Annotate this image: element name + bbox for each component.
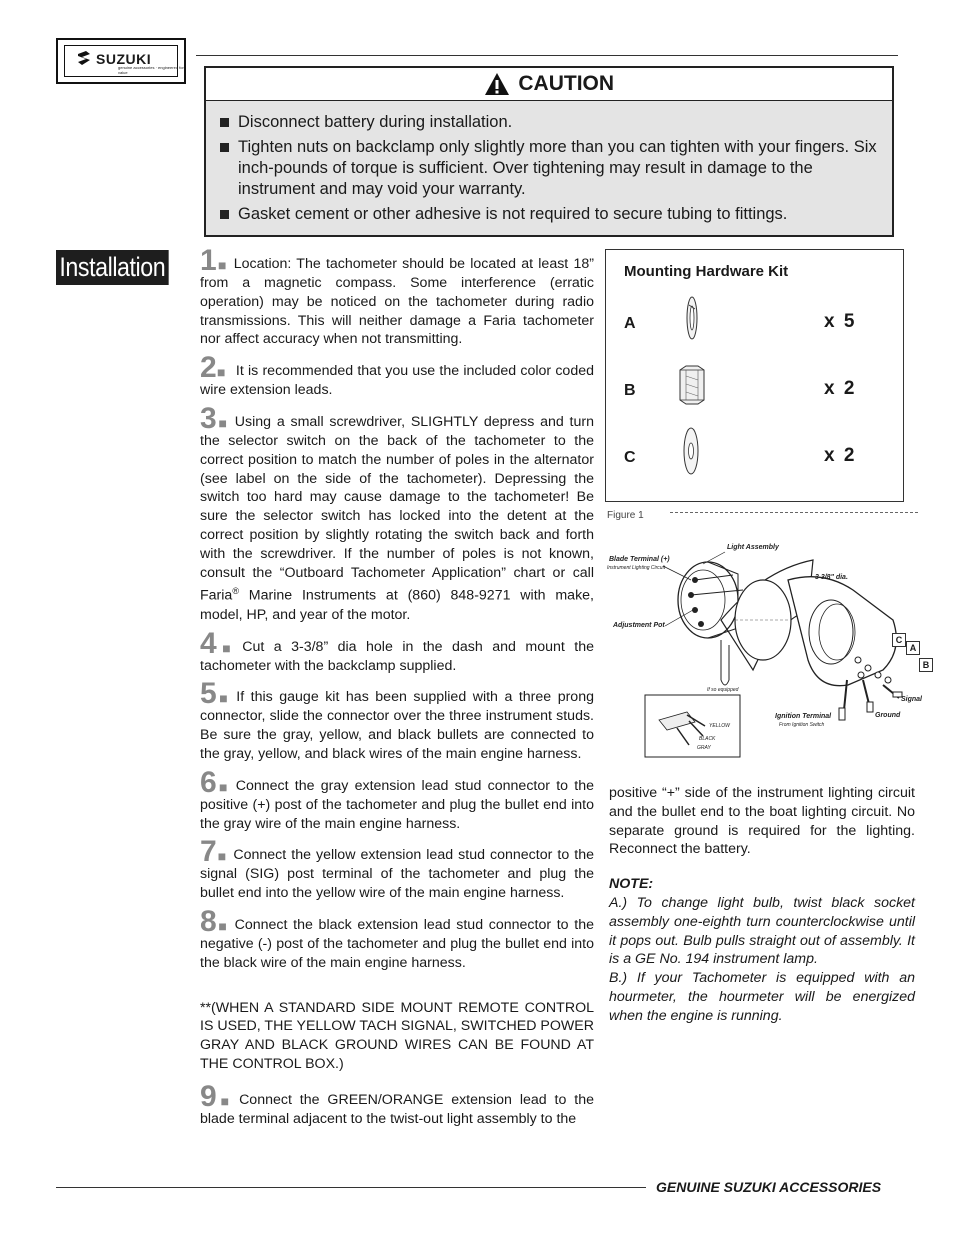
step-number: 6■ [200,765,230,799]
step-text: If this gauge kit has been supplied with a three prong connector, slide the connector over the three instrument studs. Be sure the gray, yellow, and black bullets are connected to the gray, yellow, and black wires of the main engine harness. [200,689,594,763]
warning-icon [484,72,510,96]
kit-letter-b: B [624,382,636,399]
label-blade-terminal: Blade Terminal (+) [609,556,670,563]
step-9 [200,1079,594,1129]
step-6 [200,765,594,834]
suzuki-logo [56,38,186,84]
step-4 [200,626,594,676]
label-if-equipped: If so equipped [707,687,739,693]
kit-title: Mounting Hardware Kit [624,263,789,280]
step-text: Cut a 3-3/8” dia hole in the dash and mount the tachometer with the backclamp supplied. [200,638,594,674]
label-black: BLACK [699,736,716,742]
kit-qty-b: x 2 [824,378,857,399]
step-1 [200,244,594,349]
section-title: Installation [56,250,169,285]
lock-washer-icon [684,295,700,341]
label-yellow: YELLOW [709,723,730,729]
label-dia: 3 3/8" dia. [815,574,848,581]
step-9-continuation: positive “+” side of the instrument lighting circuit and the bullet end to the boat lighting circuit. No separate ground is required for the lighting. Reconnect the battery. [609,785,915,858]
label-light-assembly: Light Assembly [727,544,779,551]
logo-brand: SUZUKI [96,51,152,67]
label-adjustment-pot: Adjustment Pot [613,622,665,629]
step-text: Using a small screwdriver, SLIGHTLY depress and turn the selector switch on the back of the tachometer to the correct position to match the number of poles in the alternator (see label on the side of the tachometer). Depressing the switch too hard may cause damage to the tachometer! Be sure the selector switch has locked into the detent at the correct position by slightly rotating the switch back and forth with the screwdriver. If the number of poles is not known, consult the “Outboard Tachometer Application” chart or call Faria [200,413,594,605]
step-3 [200,401,594,625]
logo-small-text: genuine accessories · engineered for value [118,65,184,75]
step-number: 9■ [200,1079,234,1113]
caution-item: Disconnect battery during installation. [220,112,878,133]
step-5 [200,677,594,763]
label-a: A [906,641,920,655]
hex-nut-icon [676,364,708,406]
label-ignition-sub: From Ignition Switch [779,722,825,728]
kit-qty-a: x 5 [824,311,857,332]
step-number: 2■ [200,351,226,385]
step-text: Location: The tachometer should be located at least 18” from a magnetic compass. Some interference (erratic operation) may be noticed on the tachometer during radio transmissions. This will neither damage a Faria tachometer nor affect accuracy when not transmitting. [200,256,594,348]
note-title: NOTE: [609,876,654,893]
label-blade-sub: Instrument Lighting Circuit [607,565,666,571]
step-number: 7■ [200,835,228,869]
step-number: 3■ [200,401,229,435]
hardware-kit-box [605,249,904,502]
tachometer-diagram [603,540,935,760]
label-ground: Ground [875,712,901,719]
step-text: It is recommended that you use the included color coded wire extension leads. [200,363,594,399]
caution-item: Gasket cement or other adhesive is not required to secure tubing to fittings. [220,204,878,225]
header-rule [196,55,898,56]
step-7 [200,835,594,903]
suzuki-s-icon [76,50,92,66]
step-number: 4■ [200,626,237,660]
kit-qty-c: x 2 [824,445,857,466]
right-column-text [609,784,915,1026]
step-text: Connect the yellow extension lead stud connector to the signal (SIG) post terminal of the tachometer and plug the bullet end into the yellow wire of the main engine harness. [200,847,594,902]
label-c: C [892,633,906,647]
note-a: A.) To change light bulb, twist black socket assembly one-eighth turn counterclockwise until it pops out. Bulb pulls straight out of assembly. It is a GE No. 194 instrument lamp. [609,894,915,968]
kit-letter-a: A [624,315,636,332]
step-number: 5■ [200,677,231,711]
step-2 [200,351,594,400]
caution-title: CAUTION [518,72,615,95]
label-ignition: Ignition Terminal [775,713,832,720]
caution-header [206,68,892,101]
registered-mark: ® [232,586,239,597]
label-signal: Signal [901,696,923,703]
caution-list [220,112,878,229]
note-b: B.) If your Tachometer is equipped with an hourmeter, the hourmeter will be energized when the engine is running. [609,970,915,1024]
caution-box [204,66,894,237]
installation-steps [200,244,594,1139]
kit-letter-c: C [624,449,636,466]
step-8 [200,905,594,973]
step-number: 1■ [200,244,228,277]
label-b: B [919,658,933,672]
flat-washer-icon [680,426,702,476]
footer-text: GENUINE SUZUKI ACCESSORIES [656,1179,882,1195]
figure-divider [670,512,918,513]
step-text: Connect the gray extension lead stud connector to the positive (+) post of the tachometer and plug the bullet end into the gray wire of the main engine harness. [200,777,594,832]
step-text: Connect the black extension lead stud connector to the negative (-) post of the tachometer and plug the bullet end into the black wire of the main engine harness. [200,917,594,971]
wiring-diagram [603,540,935,760]
step-text: Connect the GREEN/ORANGE extension lead to the blade terminal adjacent to the twist-out light assembly to the [200,1091,594,1127]
remote-control-note: **(WHEN A STANDARD SIDE MOUNT REMOTE CONTROL IS USED, THE YELLOW TACH SIGNAL, SWITCHED POWER GRAY AND BLACK GROUND WIRES CAN BE FOUND AT THE CONTROL BOX.) [200,999,594,1073]
figure-caption: Figure 1 [607,510,644,521]
step-number: 8■ [200,905,229,939]
footer-rule [56,1187,646,1188]
label-gray: GRAY [697,745,711,751]
step-text: Marine Instruments at (860) 848-9271 with make, model, HP, and year of the motor. [200,588,594,623]
caution-item: Tighten nuts on backclamp only slightly more than you can tighten with your fingers. Six inch-pounds of torque is sufficient. Over tightening may result in damage to the instrument and may void your warranty. [220,137,878,200]
